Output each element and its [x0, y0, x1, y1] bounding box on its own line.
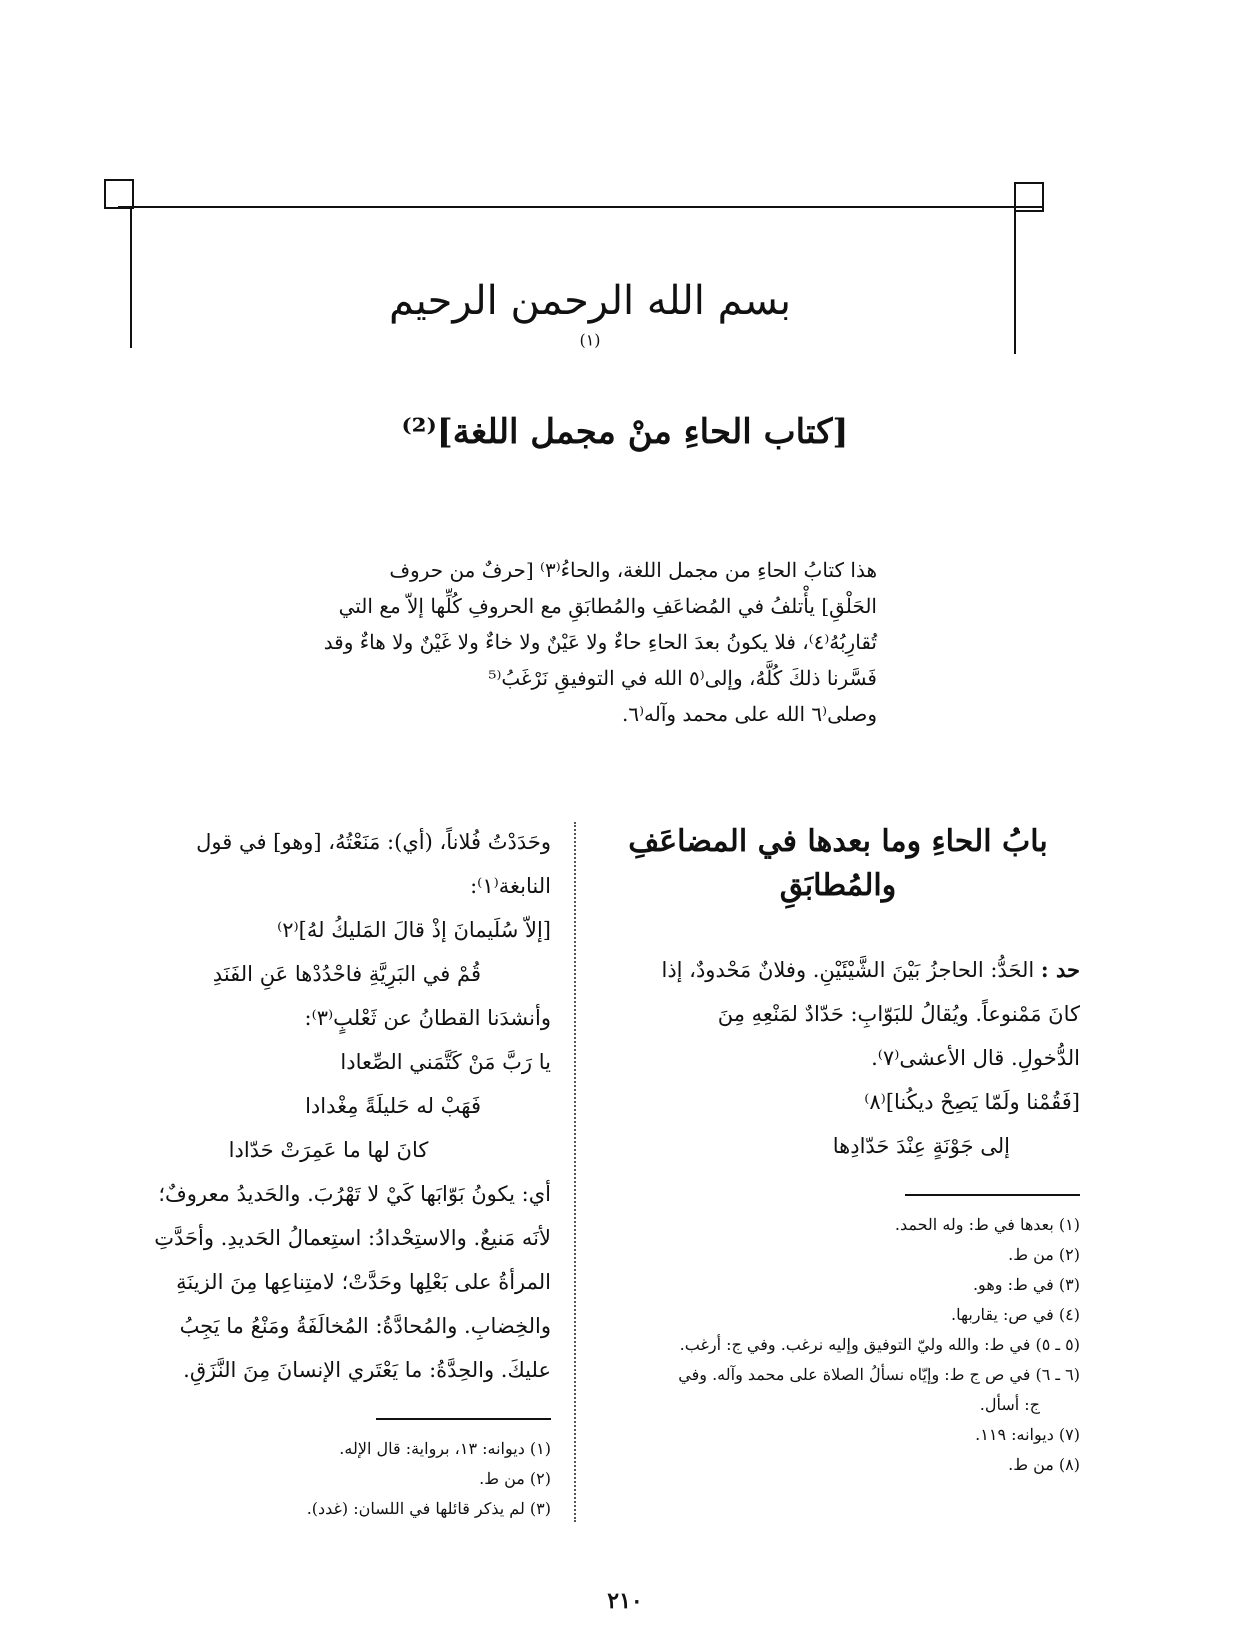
footnote: ج: أسأل. [979, 1395, 1040, 1414]
footnote: (٨) من ط. [1008, 1455, 1080, 1474]
chapter-title-line: بابُ الحاءِ وما بعدها في المضاعَفِ [628, 824, 1048, 859]
verse-line: كانَ لها ما عَمِرَتْ حَدّادا [228, 1138, 429, 1162]
text-line: والخِضابِ. والمُحادَّةُ: المُخالَفَةُ ومَنْعُ ما يَجِبُ [179, 1314, 551, 1338]
footnote: (١) ديوانه: ١٣، برواية: قال الإله. [339, 1439, 551, 1458]
footnote: (٢) من ط. [479, 1469, 551, 1488]
book-title: [كتاب الحاءِ منْ مجمل اللغة]⁽²⁾ [401, 412, 849, 452]
footnotes-list [596, 1210, 1080, 1480]
footnote: (١) بعدها في ط: وله الحمد. [894, 1215, 1080, 1234]
footnote: (٤) في ص: يقاربها. [951, 1305, 1080, 1324]
footnote-rule [905, 1194, 1080, 1196]
entry-head-word: حد : [1040, 957, 1080, 982]
text-line: لأنَه مَنيعٌ. والاستِحْدادُ: استِعمالُ الحَديدِ. وأحَدَّتِ [154, 1226, 551, 1250]
verse-line: إلى جَوْنَةٍ عِنْدَ حَدّادِها [832, 1134, 1010, 1158]
text-line: النابغة⁽١⁾: [470, 874, 551, 898]
text-line: أي: يكونُ بَوّابَها كَيْ لا تَهْرُبَ. والحَديدُ معروفٌ؛ [158, 1182, 551, 1206]
column-divider [574, 822, 576, 1522]
header-frame-left-box [104, 179, 134, 209]
header-frame-right-box [1014, 182, 1044, 212]
basmala-text: بسم الله الرحمن الرحيم [388, 278, 792, 324]
text-line: عليكَ. والحِدَّةُ: ما يَعْتَري الإنسانَ مِنَ النَّزَقِ. [183, 1358, 551, 1382]
footnotes-list [106, 1434, 551, 1524]
verse-line: قُمْ في البَرِيَّةِ فاحْدُدْها عَنِ الفَنَدِ [212, 962, 481, 986]
chapter-title [596, 820, 1080, 908]
verse-line: [إلاّ سُلَيمانَ إذْ قالَ المَليكُ لهُ]⁽٢⁾ [277, 918, 551, 942]
footnote: (٣) في ط: وهو. [972, 1275, 1080, 1294]
chapter-title-line: والمُطابَقِ [779, 868, 897, 903]
footnote-rule [376, 1418, 551, 1420]
verse-line: يا رَبَّ مَنْ كَتَّمَني الصِّعادا [340, 1050, 551, 1074]
text-line: الحَدُّ: الحاجزُ بَيْنَ الشَّيْئَيْنِ. وفلانٌ مَحْدودٌ، إذا [661, 958, 1035, 982]
text-line: المرأةُ على بَعْلِها وحَدَّتْ؛ لامتِناعِها مِنَ الزينَةِ [176, 1270, 551, 1294]
header-frame-top-line [118, 206, 1044, 208]
footnote: (٢) من ط. [1008, 1245, 1080, 1264]
left-column [106, 820, 551, 1524]
intro-line: وصلى⁽٦ الله على محمد وآله⁽٦. [622, 702, 877, 726]
footnote: (٥ ـ ٥) في ط: والله وليّ التوفيق وإليه نرغب. وفي ج: أرغب. [679, 1335, 1080, 1354]
basmala [380, 278, 800, 370]
text-line: وأنشدَنا القطانُ عن ثَعْلبٍ⁽٣⁾: [304, 1006, 551, 1030]
verse-line: [فَقُمْنا ولَمّا يَصِحْ ديكُنا]⁽٨⁾ [864, 1090, 1080, 1114]
footnote: (٣) لم يذكر قائلها في اللسان: (غدد). [306, 1499, 551, 1518]
right-column [596, 820, 1080, 1480]
basmala-footnote-ref: (١) [579, 330, 601, 350]
text-line: وحَدَدْتُ فُلاناً، (أي): مَنَعْتُهُ، [وهو] في قول [196, 830, 551, 854]
header-frame-left-line [130, 206, 132, 348]
intro-paragraph [292, 552, 877, 732]
text-line: كانَ مَمْنوعاً. ويُقالُ للبَوّابِ: حَدّادٌ لمَنْعِهِ مِنَ [717, 1002, 1080, 1026]
page-number: ٢١٠ [607, 1588, 643, 1614]
footnote: (٦ ـ ٦) في ص ج ط: وإيّاه نسألُ الصلاة على محمد وآله. وفي [678, 1365, 1080, 1384]
intro-line: فَسَّرنا ذلكَ كُلَّهُ، وإلى⁽٥ الله في التوفيقِ نَرْغَبُ⁽⁵ [488, 666, 877, 690]
text-line: الدُّخولِ. قال الأعشى⁽٧⁾. [871, 1046, 1080, 1070]
intro-line: الحَلْقِ] يأْتلفُ في المُضاعَفِ والمُطابَقِ مع الحروفِ كُلِّها إلاّ مع التي [338, 594, 877, 618]
intro-line: تُقارِبُهُ⁽٤⁾، فلا يكونُ بعدَ الحاءِ حاءٌ ولا عَيْنٌ ولا خاءٌ ولا غَيْنٌ ولا هاءٌ وقد [323, 630, 877, 654]
entry-paragraph [596, 948, 1080, 992]
verse-line: فَهَبْ له حَليلَةً مِغْدادا [305, 1094, 481, 1118]
header-frame-right-line [1014, 206, 1016, 354]
intro-line: هذا كتابُ الحاءِ من مجمل اللغة، والحاءُ⁽٣⁾ [حرفٌ من حروف [389, 558, 877, 582]
footnote: (٧) ديوانه: ١١٩. [975, 1425, 1080, 1444]
